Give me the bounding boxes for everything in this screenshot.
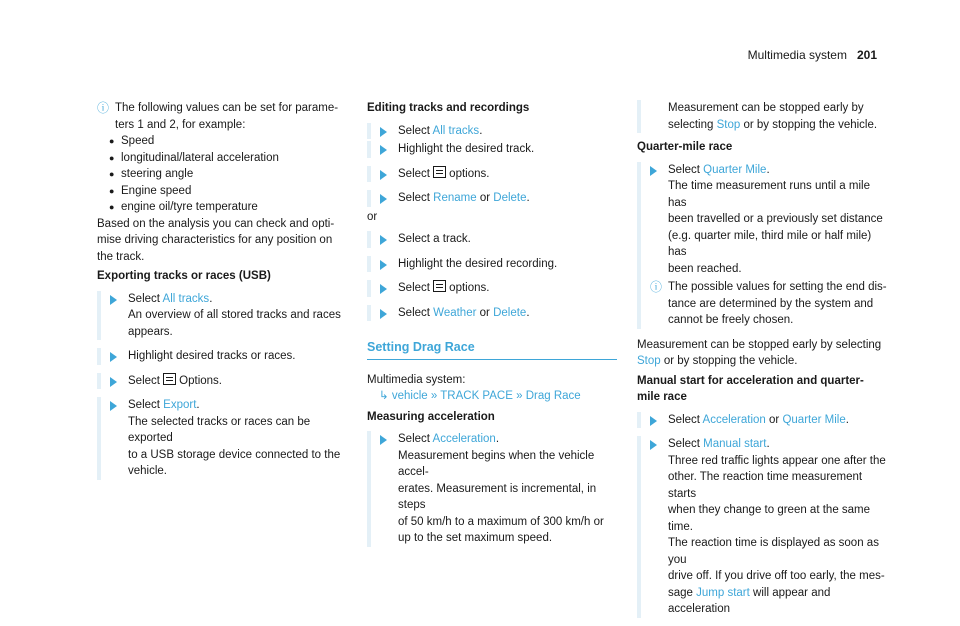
- menu-link-rename[interactable]: Rename: [433, 192, 477, 204]
- note-line: tance are determined by the system and: [668, 297, 874, 310]
- return-arrow-icon: ↳: [379, 390, 389, 402]
- section-heading: Quarter-mile race: [637, 141, 733, 153]
- menu-link-acceleration[interactable]: Acceleration: [702, 413, 766, 426]
- step-text: .: [209, 292, 213, 305]
- bullet-text: steering angle: [121, 168, 194, 180]
- step-text: Select a track.: [398, 233, 471, 245]
- list-item: [97, 133, 347, 150]
- triangle-arrow-icon: [380, 309, 387, 319]
- triangle-arrow-icon: [380, 284, 387, 294]
- step-text: Select: [128, 399, 164, 411]
- bullet-text: longitudinal/lateral acceleration: [121, 151, 279, 164]
- step-desc: drive off. If you drive off too early, the mes-: [668, 570, 885, 582]
- step-item: [367, 256, 617, 273]
- step-text: or: [476, 192, 494, 204]
- step-item: [367, 141, 617, 158]
- menu-link-weather[interactable]: Weather: [433, 306, 477, 319]
- step-text: Select: [398, 433, 433, 445]
- step-text: .: [196, 399, 200, 411]
- step-desc: to a USB storage device connected to the: [128, 448, 341, 461]
- page-number: 201: [856, 48, 877, 62]
- step-text: Highlight desired tracks or races.: [128, 350, 296, 362]
- step-text: or: [765, 413, 783, 426]
- step-item: [97, 397, 347, 480]
- menu-link-all-tracks[interactable]: All tracks: [162, 292, 210, 305]
- page-header: [748, 48, 877, 62]
- step-desc: or by stopping the vehicle.: [740, 118, 878, 131]
- continued-step: [637, 100, 887, 133]
- menu-link-acceleration[interactable]: Acceleration: [432, 433, 496, 445]
- menu-link-stop[interactable]: Stop: [637, 355, 661, 367]
- paragraph: [97, 216, 347, 266]
- bullet-icon: ●: [109, 202, 115, 212]
- step-desc: been travelled or a previously set distance: [668, 213, 883, 225]
- step-desc: Measurement begins when the vehicle accel-: [398, 449, 595, 478]
- para-line: Measurement can be stopped early by selecting: [637, 338, 882, 351]
- para-line: or by stopping the vehicle.: [660, 355, 798, 367]
- menu-link-stop[interactable]: Stop: [716, 118, 741, 131]
- options-menu-icon[interactable]: [433, 166, 446, 178]
- path-item-vehicle[interactable]: vehicle: [391, 390, 428, 402]
- step-item: [367, 305, 617, 322]
- bullet-text: engine oil/tyre temperature: [121, 201, 258, 213]
- step-text: .: [479, 124, 483, 137]
- step-text: Select: [398, 282, 434, 294]
- step-desc: The time measurement runs until a mile has: [668, 180, 870, 209]
- path-label: Multimedia system:: [367, 373, 466, 386]
- info-circle-icon: ⓘ: [650, 280, 663, 294]
- step-text: Select: [128, 374, 164, 387]
- list-item: [97, 199, 347, 216]
- step-text: options.: [449, 282, 490, 294]
- note-line: ters 1 and 2, for example:: [115, 118, 246, 131]
- bullet-icon: ●: [109, 185, 115, 196]
- bullet-icon: ●: [109, 169, 115, 179]
- menu-link-delete[interactable]: Delete: [493, 306, 527, 319]
- double-chevron-icon: »: [430, 390, 438, 402]
- triangle-arrow-icon: [650, 416, 657, 426]
- step-item: [97, 373, 347, 390]
- triangle-arrow-icon: [110, 352, 117, 362]
- step-item: [637, 162, 887, 329]
- step-text: options.: [449, 167, 490, 180]
- step-text: Select: [398, 124, 433, 137]
- triangle-arrow-icon: [380, 435, 387, 445]
- para-line: mise driving characteristics for any position on: [97, 234, 333, 246]
- list-item: [97, 183, 347, 200]
- triangle-arrow-icon: [110, 377, 117, 387]
- bullet-icon: ●: [109, 136, 115, 146]
- path-item-track-pace[interactable]: TRACK PACE: [440, 390, 513, 402]
- step-text: .: [766, 438, 770, 450]
- menu-link-manual-start[interactable]: Manual start: [703, 438, 767, 450]
- step-desc: erates. Measurement is incremental, in steps: [398, 482, 597, 511]
- section-heading: [637, 373, 887, 406]
- menu-link-delete[interactable]: Delete: [493, 192, 527, 204]
- triangle-arrow-icon: [650, 166, 657, 176]
- step-text: Select: [128, 292, 163, 305]
- step-item: [367, 166, 617, 183]
- step-item: [97, 348, 347, 365]
- step-desc: will appear and acceleration: [668, 586, 831, 615]
- menu-link-export[interactable]: Export: [163, 399, 197, 411]
- step-text: .: [495, 433, 500, 445]
- triangle-arrow-icon: [380, 194, 387, 204]
- step-text: Select: [668, 413, 703, 426]
- options-menu-icon[interactable]: [433, 280, 446, 292]
- step-desc: vehicle.: [128, 465, 167, 477]
- note-line: The following values can be set for parame-: [115, 102, 339, 114]
- step-item: [367, 280, 617, 297]
- step-text: Highlight the desired recording.: [398, 257, 558, 270]
- step-desc: appears.: [128, 325, 173, 338]
- step-text: Options.: [179, 374, 222, 387]
- or-text: or: [367, 210, 378, 223]
- step-desc: (e.g. quarter mile, third mile or half mile) has: [668, 229, 872, 258]
- step-desc: other. The reaction time measurement starts: [668, 471, 863, 500]
- section-title: Setting Drag Race: [367, 339, 617, 360]
- step-text: .: [526, 306, 530, 319]
- step-desc: The reaction time is displayed as soon as you: [668, 537, 879, 566]
- info-note: [97, 100, 347, 133]
- triangle-arrow-icon: [380, 260, 387, 270]
- step-text: Select: [398, 192, 434, 204]
- menu-link-all-tracks[interactable]: All tracks: [432, 124, 480, 137]
- step-desc: up to the set maximum speed.: [398, 532, 553, 544]
- heading-line: mile race: [637, 391, 687, 403]
- triangle-arrow-icon: [380, 127, 387, 137]
- menu-link-quarter-mile[interactable]: Quarter Mile: [703, 163, 767, 176]
- step-text: Select: [398, 306, 434, 319]
- heading-line: Manual start for acceleration and quarter-: [637, 374, 864, 387]
- header-title: Multimedia system: [747, 48, 847, 62]
- list-item: [97, 150, 347, 167]
- step-text: Select: [398, 167, 434, 180]
- step-desc: when they change to green at the same time.: [668, 504, 871, 533]
- triangle-arrow-icon: [380, 170, 387, 180]
- step-desc: been reached.: [668, 262, 742, 275]
- triangle-arrow-icon: [380, 145, 387, 155]
- step-desc: Three red traffic lights appear one after the: [668, 454, 886, 467]
- triangle-arrow-icon: [650, 440, 657, 450]
- note-line: The possible values for setting the end dis-: [668, 281, 887, 293]
- triangle-arrow-icon: [110, 401, 117, 411]
- step-desc: selecting: [668, 118, 717, 131]
- step-item: [637, 412, 887, 429]
- path-item-drag-race[interactable]: Drag Race: [525, 390, 581, 402]
- options-menu-icon[interactable]: [163, 373, 176, 385]
- para-line: Based on the analysis you can check and opti-: [97, 217, 335, 230]
- menu-link-quarter-mile[interactable]: Quarter Mile: [782, 413, 846, 426]
- step-text: .: [526, 192, 530, 204]
- info-note: [637, 279, 887, 329]
- step-desc: The selected tracks or races can be exported: [128, 415, 311, 444]
- para-line: the track.: [97, 250, 145, 263]
- info-circle-icon: ⓘ: [97, 101, 110, 115]
- column-2: [367, 100, 617, 555]
- triangle-arrow-icon: [380, 235, 387, 245]
- step-item: [367, 190, 617, 207]
- step-desc: sage: [668, 586, 697, 599]
- double-chevron-icon: »: [516, 390, 523, 402]
- note-line: cannot be freely chosen.: [668, 314, 794, 326]
- step-item: [367, 231, 617, 248]
- bullet-text: Engine speed: [121, 184, 192, 197]
- step-text: Highlight the desired track.: [398, 143, 535, 155]
- step-text: Select: [668, 163, 704, 176]
- bullet-text: Speed: [121, 135, 155, 147]
- step-item: [97, 291, 347, 341]
- section-heading: Exporting tracks or races (USB): [97, 270, 271, 282]
- step-text: or: [476, 306, 494, 319]
- step-text: Select: [668, 438, 704, 450]
- list-item: [97, 166, 347, 183]
- bullet-icon: ●: [109, 152, 115, 163]
- column-1: [97, 100, 347, 488]
- step-desc: Measurement can be stopped early by: [668, 102, 864, 114]
- section-heading: Editing tracks and recordings: [367, 102, 530, 114]
- section-heading: Measuring acceleration: [367, 410, 495, 423]
- step-item: [367, 431, 617, 547]
- paragraph: [637, 337, 887, 370]
- step-desc: An overview of all stored tracks and races: [128, 309, 341, 321]
- step-text: .: [845, 413, 849, 426]
- step-text: .: [766, 163, 770, 176]
- step-item: [367, 123, 617, 140]
- step-item: [637, 436, 887, 618]
- step-desc: of 50 km/h to a maximum of 300 km/h or: [398, 515, 604, 528]
- triangle-arrow-icon: [110, 295, 117, 305]
- menu-path: [367, 388, 617, 405]
- column-3: [637, 100, 887, 626]
- menu-link-jump-start[interactable]: Jump start: [696, 586, 750, 599]
